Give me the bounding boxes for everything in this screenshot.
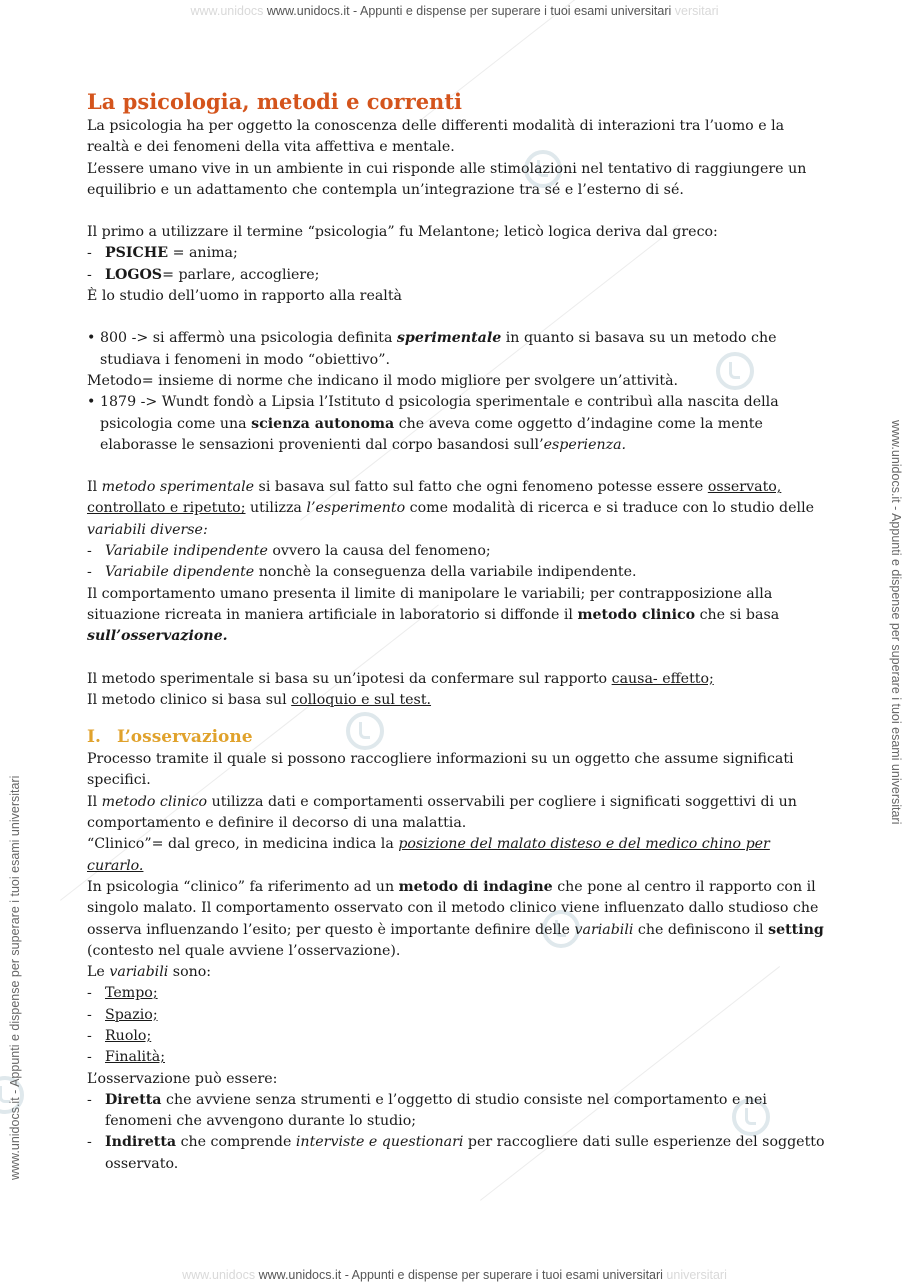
types-intro: L’osservazione può essere: (87, 1070, 278, 1087)
comparison-line: Il metodo sperimentale si basa su un’ipotesi da confermare sul rapporto causa- effetto; (87, 670, 714, 687)
etymology-outro: È lo studio dell’uomo in rapporto alla realtà (87, 288, 402, 305)
watermark-ghost-right: universitari (666, 1268, 727, 1282)
limit-paragraph: Il comportamento umano presenta il limite di manipolare le variabili; per contrapposizione alla situazione ricreata in maniera artificiale in laboratorio si diffonde il metodo clinico che si basa sull’osservazione. (87, 585, 780, 645)
variables-list (87, 541, 827, 584)
intro-paragraph: La psicologia ha per oggetto la conoscenza delle differenti modalità di interazioni tra l’uomo e la realtà e dei fenomeni della vita affettiva e mentale. (87, 118, 785, 156)
term-definition: = parlare, accogliere; (162, 266, 320, 283)
watermark-ghost-left: www.unidocs (182, 1268, 256, 1282)
observation-types-list (87, 1090, 827, 1175)
watermark-right-side: www.unidocs.it - Appunti e dispense per superare i tuoi esami universitari (889, 420, 903, 825)
watermark-ghost-right: versitari (674, 4, 719, 18)
document-page (87, 88, 827, 1175)
section-paragraph: Processo tramite il quale si possono raccogliere informazioni su un oggetto che assume significati specifici. (87, 751, 794, 789)
list-item: - Tempo; (87, 983, 827, 1004)
section-paragraph: “Clinico”= dal greco, in medicina indica la posizione del malato disteso e del medico chino per curarlo. (87, 836, 770, 874)
comparison-line: Il metodo clinico si basa sul colloquio e sul test. (87, 691, 432, 708)
list-item (87, 243, 827, 264)
list-item: - Diretta che avviene senza strumenti e l’oggetto di studio consiste nel comportamento e nei fenomeni che avvengono durante lo studio; (87, 1090, 827, 1133)
list-item: - Variabile indipendente ovvero la causa del fenomeno; (87, 541, 827, 562)
etymology-list (87, 243, 827, 286)
watermark-header (0, 4, 909, 18)
list-item: - Ruolo; (87, 1026, 827, 1047)
watermark-ghost-left: www.unidocs (190, 4, 264, 18)
watermark-footer-text: www.unidocs.it - Appunti e dispense per superare i tuoi esami universitari (258, 1268, 663, 1282)
term-definition: = anima; (168, 245, 238, 262)
list-item: - Indiretta che comprende interviste e questionari per raccogliere dati sulle esperienze del soggetto osservato. (87, 1132, 827, 1175)
list-item (87, 265, 827, 286)
list-item: - Finalità; (87, 1047, 827, 1068)
intro-paragraph: L’essere umano vive in un ambiente in cui risponde alle stimolazioni nel tentativo di raggiungere un equilibrio e un adattamento che contempla un’integrazione tra sé e l’esterno di sé. (87, 160, 807, 198)
etymology-intro: Il primo a utilizzare il termine “psicologia” fu Melantone; leticò logica deriva dal greco: (87, 224, 718, 241)
setting-variables-list (87, 983, 827, 1068)
watermark-footer (0, 1268, 909, 1282)
section-paragraph: Il metodo clinico utilizza dati e comportamenti osservabili per cogliere i significati soggettivi di un comportamento e definire il decorso di una malattia. (87, 793, 797, 832)
page-title: La psicologia, metodi e correnti (87, 89, 462, 114)
term: PSICHE (105, 245, 169, 262)
list-item: - Spazio; (87, 1005, 827, 1026)
term: LOGOS (105, 266, 163, 283)
sperimentale-paragraph: Il metodo sperimentale si basava sul fatto sul fatto che ogni fenomeno potesse essere osservato, controllato e ripetuto; utilizza l’esperimento come modalità di ricerca e si traduce con lo studio delle variabili diverse: (87, 479, 815, 538)
section-paragraph: In psicologia “clinico” fa riferimento ad un metodo di indagine che pone al centro il rapporto con il singolo malato. Il comportamento osservato con il metodo clinico viene influenzato dallo studioso che osserva influenzando l’esito; per questo è importante definire delle variabili che definiscono il setting (contesto nel quale avviene l’osservazione). (87, 878, 824, 959)
section-heading: I. L’osservazione (87, 727, 253, 748)
list-item: - Variabile dipendente nonchè la conseguenza della variabile indipendente. (87, 562, 827, 583)
history-bullet: • 800 -> si affermò una psicologia definita sperimentale in quanto si basava su un metodo che studiava i fenomeni in modo “obiettivo”. (87, 328, 827, 371)
watermark-header-text: www.unidocs.it - Appunti e dispense per superare i tuoi esami universitari (266, 4, 672, 18)
watermark-left-side: www.unidocs.it - Appunti e dispense per superare i tuoi esami universitari (8, 775, 22, 1180)
metodo-definition: Metodo= insieme di norme che indicano il modo migliore per svolgere un’attività. (87, 372, 679, 389)
history-bullet: • 1879 -> Wundt fondò a Lipsia l’Istituto d psicologia sperimentale e contribuì alla nascita della psicologia come una scienza autonoma che aveva come oggetto d’indagine come la mente elaborasse le sensazioni provenienti dal corpo basandosi sull’esperienza. (87, 392, 827, 456)
variables-intro: Le variabili sono: (87, 964, 212, 981)
